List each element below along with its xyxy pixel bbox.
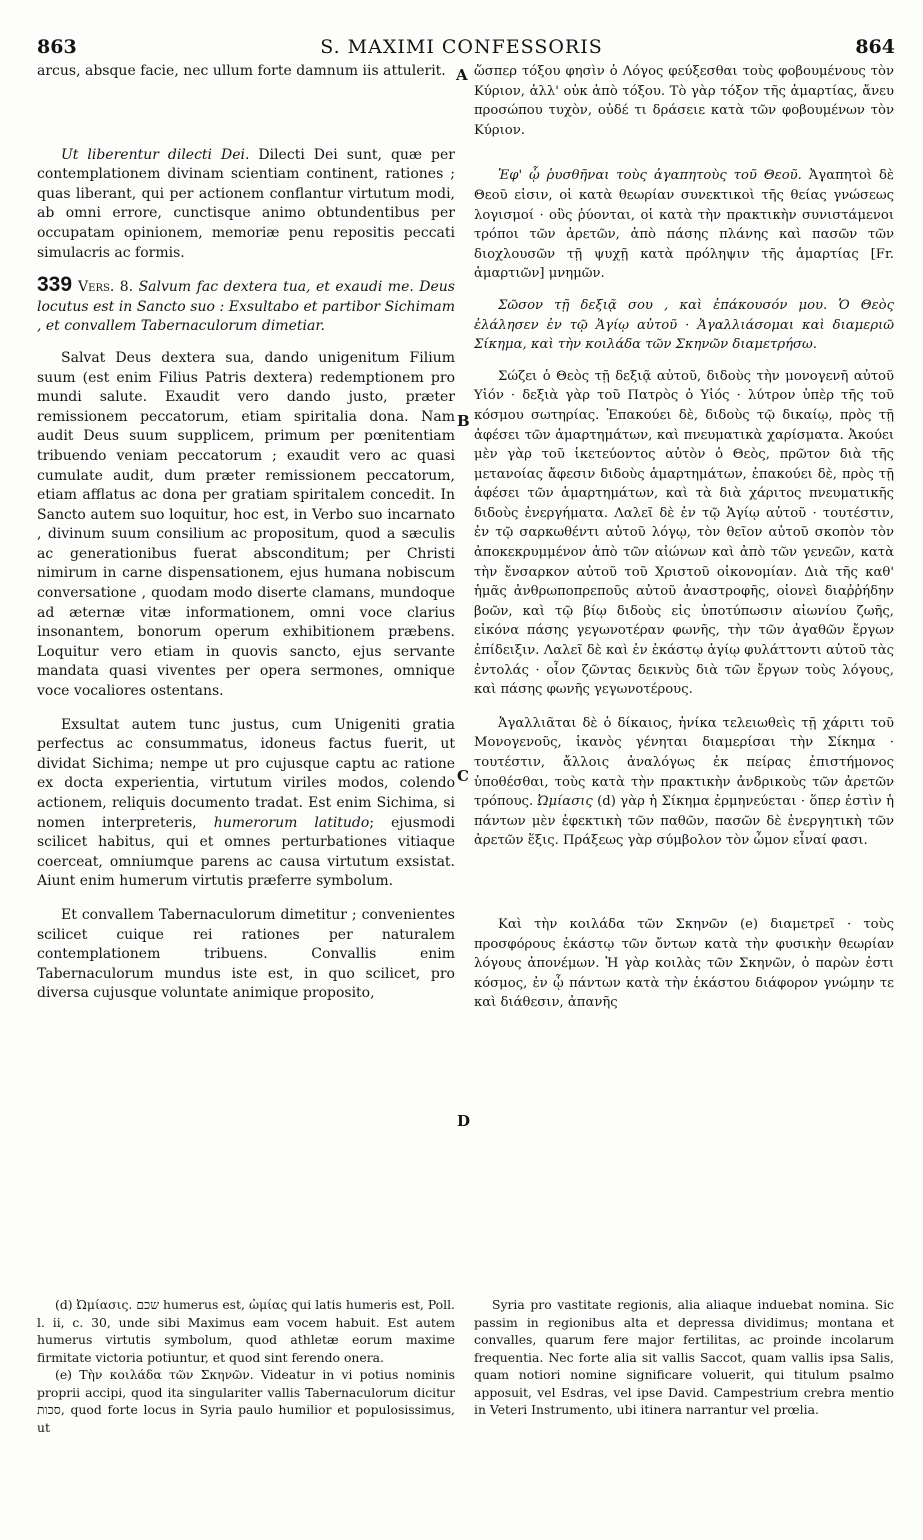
margin-letter-a: A — [456, 66, 468, 84]
column-number: 339 — [37, 273, 73, 297]
greek-paragraph: Σώζει ὁ Θεὸς τῇ δεξιᾷ αὐτοῦ, διδοὺς τὴν μονογενῆ αὐτοῦ Υἱόν · δεξιὰ γὰρ τοῦ Πατρὸς ὁ Υἱός · λύτρον ὑπὲρ τῆς τοῦ κόσμου σωτηρίας. Ἐπακούει δὲ, διδοὺς τῷ δικαίῳ, πρὸς τῇ ἀφέσει τῶν ἁμαρτημάτων, καὶ πνευματικὰ χαρίσματα. Ἀκούει μὲν γὰρ τοῦ ἱκετεύοντος αὐτὸν ὁ Θεὸς, πρῶτον διὰ τῆς μετανοίας ἄφεσιν διδοὺς ἁμαρτημάτων, ἐπακούει δὲ, πρὸς τῇ ἀφέσει τῶν ἁμαρτημάτων, καὶ τὰ διὰ χάριτος πνευματικῆς διδοὺς ἐνεργήματα. Λαλεῖ δὲ ἐν τῷ Ἁγίῳ αὐτοῦ · τουτέστιν, ἐν τῷ σαρκωθέντι αὐτοῦ λόγῳ, τὸν θεῖον αὐτοῦ σκοπὸν τὸν ἀποκεκρυμμένον ἀπὸ τῶν αἰώνων καὶ ἀπὸ τῶν γενεῶν, κατὰ τὴν ἔνσαρκον αὐτοῦ τοῦ Χριστοῦ οἰκονομίαν. Διὰ τῆς καθ' ἡμᾶς ἀνθρωποπρεποῦς αὐτοῦ ἀναστροφῆς, οἱονεὶ διαῤῥήδην βοῶν, καὶ τῷ βίῳ διδοὺς εἰς ὑποτύπωσιν αἰωνίου ζωῆς, εἰκόνα πάσης γεγωνοτέραν φωνῆς, τὴν τῶν ἀγαθῶν ἔργων ἐπίδειξιν. Λαλεῖ δὲ καὶ ἐν ἑκάστῳ ἁγίῳ φυλάττοντι αὐτοῦ τὰς ἐντολάς · οἷον ζῶντας δεικνὺς διὰ τῶν ἔργων τοὺς λόγους, καὶ πάσης φωνῆς γεγωνοτέρους. — [474, 368, 894, 698]
latin-paragraph: arcus, absque facie, nec ullum forte damnum iis attulerit. — [37, 63, 446, 79]
margin-letter-b: B — [457, 412, 470, 430]
latin-paragraph: Et convallem Tabernaculorum dimetitur ; convenientes scilicet cuique rei rationes per naturalem contemplationem tribuens. Convallis enim Tabernaculorum mundus iste est, in quo scilicet, pro diversa cujusque voluntate animique proposito, — [37, 906, 455, 1002]
latin-paragraph: Ut liberentur dilecti Dei. Dilecti Dei sunt, quæ per contemplationem divinam scientiam continent, rationes ; quas liberant, qui per actionem conflantur virtutum modi, ab omni errore, cunctisque animo obtundentibus per occupatam opinionem, memoriæ penu repositis peccati simulacris ac formis. — [37, 146, 455, 261]
latin-paragraph: Exsultat autem tunc justus, cum Unigeniti gratia perfectus ac consummatus, idoneus factus fuerit, ut dividat Sichima; nempe ut pro cujusque captu ac ratione ex docta experientia, virtutum viriles modos, colendo actionem, reliquis documento tradat. Est enim Sichima, si nomen interpreteris, humerorum latitudo; ejusmodi scilicet habitus, qui et omnes perturbationes vitiaque coerceat, omniumque parens ac causa virtutum exsistat. Aiunt enim humerum virtutis præferre symbolum. — [37, 716, 455, 890]
page-number-right: 864 — [855, 36, 895, 58]
footnotes-right — [474, 1296, 894, 1419]
greek-paragraph: Καὶ τὴν κοιλάδα τῶν Σκηνῶν (e) διαμετρεῖ · τοὺς προσφόρους ἑκάστῳ τῶν ὄντων κατὰ τὴν φυσικὴν θεωρίαν λόγους ἀπονέμων. Ἡ γὰρ κοιλὰς τῶν Σκηνῶν, ὁ παρὼν ἐστι κόσμος, ἐν ᾧ πάντων κατὰ τὴν ἑκάστου διάφορον γνώμην τε καὶ διάθεσιν, ἀπανῆς — [474, 916, 894, 1011]
greek-paragraph: ὥσπερ τόξου φησὶν ὁ Λόγος φεύξεσθαι τοὺς φοβουμένους τὸν Κύριον, ἀλλ' οὐκ ἀπὸ τόξου. Τὸ γὰρ τόξον τῆς ἁμαρτίας, ἄνευ προσώπου τυχὸν, οὐδέ τι δράσειε κατὰ τῶν φοβουμένων τὸν Κύριον. — [474, 64, 894, 138]
latin-column — [37, 62, 455, 1004]
latin-paragraph: Salvat Deus dextera sua, dando unigenitum Filium suum (est enim Filius Patris dextera) redemptionem pro mundi salute. Exaudit vero dando justo, præter remissionem peccatorum, etiam spiritalia dona. Nam audit Deus suum supplicem, primum per pœnitentiam tribuendo veniam peccatorum ; exaudit vero ac quasi cumulate audit, dum præter remissionem peccatorum, etiam afflatus ac dona per gratiam spiritalem concedit. In Sancto autem suo loquitur, hoc est, in Verbo suo incarnato , divinum suum consilium ac propositum, quod a sæculis ac generationibus fuerat absconditum; per Christi nimirum in carne dispensationem, ejus humana nobiscum conversatione , quodam modo diserte clamans, mundoque ad æternæ vitæ informationem, omni voce clarius insonantem, bonorum operum exhibitionem præbens. Loquitur vero etiam in quovis sancto, ejus servante mandata quasi viventes per opera sermones, omnique voce vocaliores ostentans. — [37, 349, 455, 700]
greek-lemma: Ἐφ' ᾧ ῥυσθῆναι τοὺς ἀγαπητοὺς τοῦ Θεοῦ. — [498, 168, 802, 184]
latin-verse-heading: 339 Vers. 8. Salvum fac dextera tua, et exaudi me. Deus locutus est in Sancto suo : Exsultabo et partibor Sichimam , et convallem Tabernaculorum dimetiar. — [37, 273, 455, 335]
page-number-left: 863 — [37, 36, 77, 58]
greek-paragraph: Ἀγαλλιᾶται δὲ ὁ δίκαιος, ἡνίκα τελειωθεὶς τῇ χάριτι τοῦ Μονογενοῦς, ἱκανὸς γένηται διαμερίσαι τὴν Σίκημα · τουτέστιν, ἄλλοις ἀναλόγως ἐκ πείρας ἐπιστήμονος ὑποθέσθαι, τοὺς κατὰ τὴν πρακτικὴν ἀνδρικοὺς τῶν ἀρετῶν τρόπους. Ὠμίασις (d) γὰρ ἡ Σίκημα ἑρμηνεύεται · ὅπερ ἐστὶν ἡ πάντων μὲν ἐφεκτικὴ τῶν παθῶν, πασῶν δὲ ἐνεργητικὴ τῶν ἀρετῶν ἕξις. Πράξεως γὰρ σύμβολον τὸν ὦμον εἶναί φασι. — [474, 715, 894, 849]
running-head — [0, 0, 923, 58]
greek-column — [474, 62, 894, 1013]
footnote: Syria pro vastitate regionis, alia aliaque induebat nomina. Sic passim in regionibus alta et depressa dividimus; montana et convalles, quarum fere major fertilitas, ac proinde incolarum frequentia. Nec forte alia sit vallis Saccot, quam vallis ipsa Salis, quam notiori nomine significare voluerit, qui titulum psalmo apposuit, vel Esdras, vel ipse David. Campestrium crebra mentio in Veteri Instrumento, ubi itinera narrantur vel prœlia. — [474, 1297, 894, 1417]
greek-paragraph: Ἐφ' ᾧ ῥυσθῆναι τοὺς ἀγαπητοὺς τοῦ Θεοῦ. Ἀγαπητοὶ δὲ Θεοῦ εἰσιν, οἱ κατὰ θεωρίαν συνεκτικοὶ τῆς θείας γνώσεως λογισμοί · οὓς ῥύονται, οἱ κατὰ τὴν πρακτικὴν συνιστάμενοι τρόποι τῶν ἀρετῶν, ἀπὸ πάσης πλάνης καὶ πασῶν τῶν διοχλουσῶν τῇ ψυχῇ κατὰ πρόληψιν τῆς ἁμαρτίας [Fr. ἁμαρτιῶν] μνημῶν. — [474, 168, 895, 282]
latin-lemma: Ut liberentur dilecti Dei. — [61, 146, 250, 163]
footnotes-left — [37, 1296, 455, 1436]
margin-letter-d: D — [457, 1112, 471, 1130]
footnote: (d) Ὠμίασις. שכם humerus est, ὠμίας qui latis humeris est, Poll. l. ii, c. 30, unde sibi Maximus eam vocem habuit. Est autem humerus virtutis symbolum, quod athletæ eorum maxime firmitate victoria potiuntur, et quod sint ferendo onera. — [37, 1297, 455, 1365]
footnote: (e) Τὴν κοιλάδα τῶν Σκηνῶν. Videatur in vi potius nominis proprii accipi, quod ita singulariter vallis Tabernaculorum dicitur סכות, quod forte locus in Syria paulo humilior et populosissimus, ut — [37, 1367, 455, 1435]
running-title: S. MAXIMI CONFESSORIS — [320, 36, 603, 58]
margin-letter-c: C — [457, 767, 469, 785]
greek-verse-heading: Σῶσον τῇ δεξιᾷ σου , καὶ ἐπάκουσόν μου. Ὁ Θεὸς ἐλάλησεν ἐν τῷ Ἁγίῳ αὐτοῦ · Ἀγαλλιάσομαι καὶ διαμεριῶ Σίκημα, καὶ τὴν κοιλάδα τῶν Σκηνῶν διαμετρήσω. — [474, 297, 894, 353]
